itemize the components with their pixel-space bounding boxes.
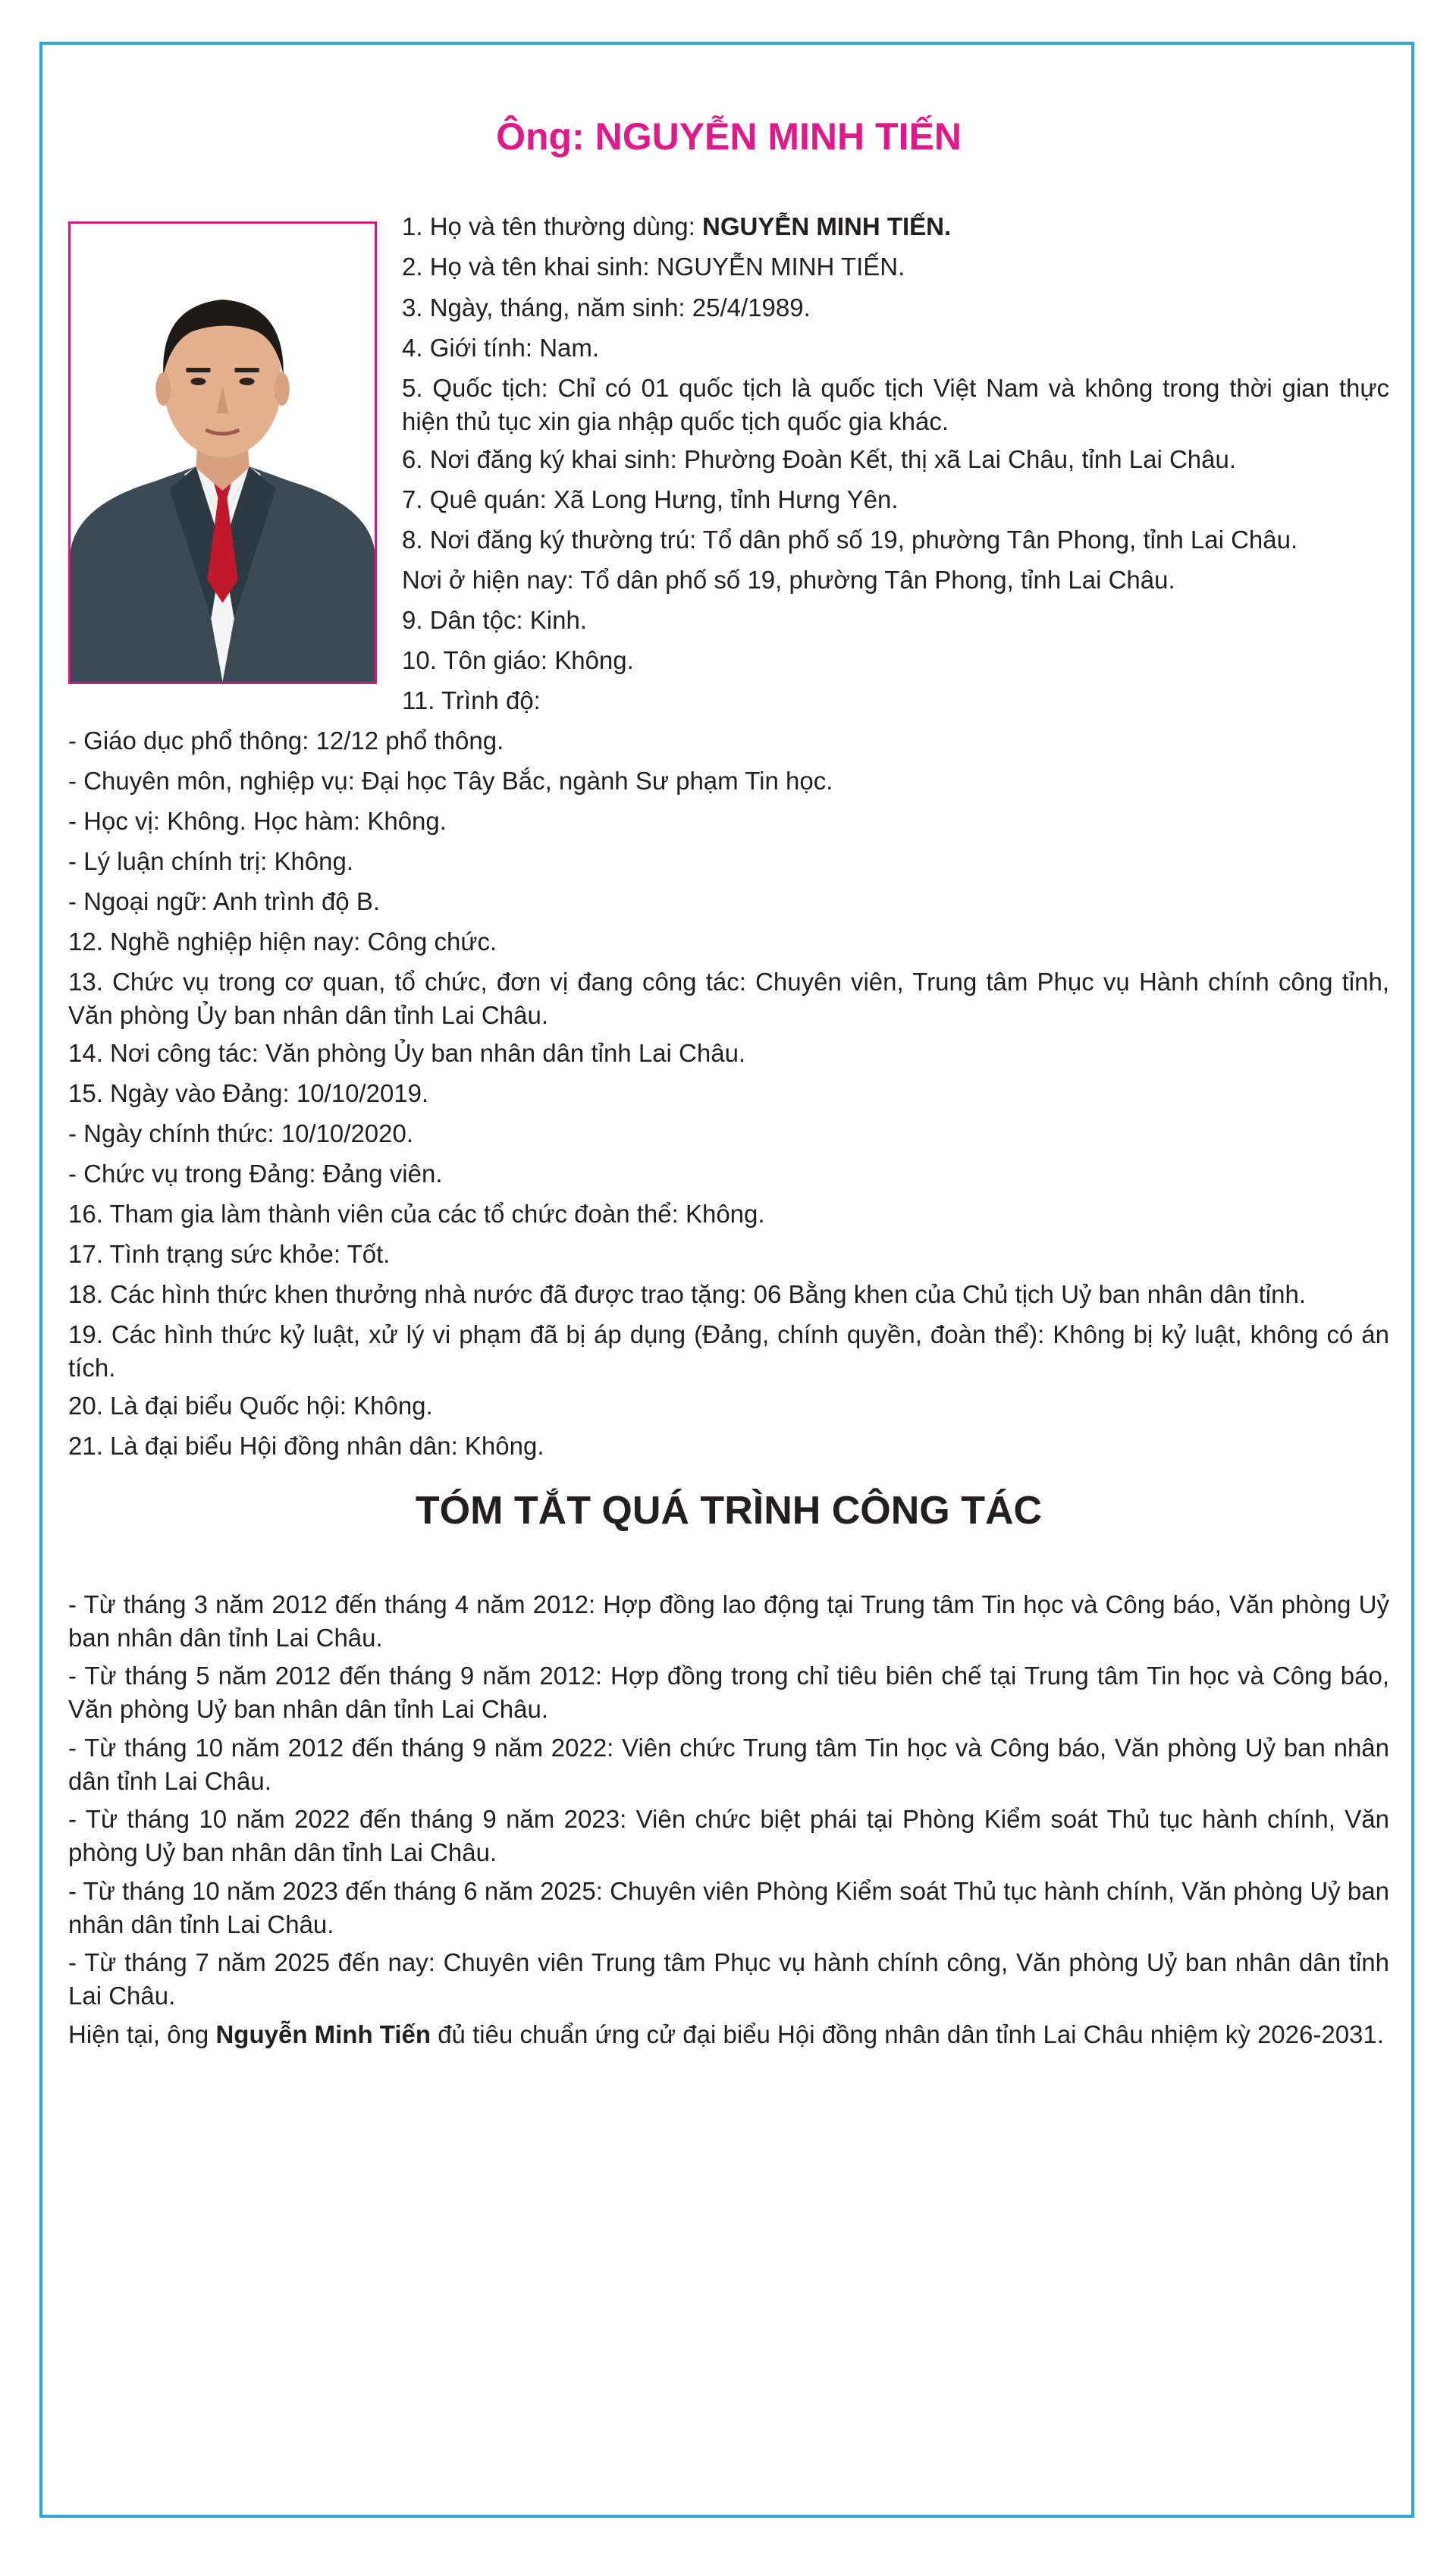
work-history-item: - Từ tháng 5 năm 2012 đến tháng 9 năm 2012: Hợp đồng trong chỉ tiêu biên chế tại Trung tâm Tin học và Công báo, Văn phòng Uỷ ban nhân dân tỉnh Lai Châu. [68, 1662, 1389, 1723]
profile-line-12: 12. Nghề nghiệp hiện nay: Công chức. [68, 927, 497, 956]
profile-line-15: 15. Ngày vào Đảng: 10/10/2019. [68, 1079, 429, 1107]
profile-line-11a: - Giáo dục phổ thông: 12/12 phổ thông. [68, 727, 504, 755]
work-history-item: - Từ tháng 10 năm 2023 đến tháng 6 năm 2025: Chuyên viên Phòng Kiểm soát Thủ tục hành chính, Văn phòng Uỷ ban nhân dân tỉnh Lai Châu. [68, 1877, 1389, 1938]
profile-line-18: 18. Các hình thức khen thưởng nhà nước đã được trao tặng: 06 Bằng khen của Chủ tịch Uỷ ban nhân dân tỉnh. [68, 1280, 1306, 1308]
profile-line-8: 8. Nơi đăng ký thường trú: Tổ dân phố số 19, phường Tân Phong, tỉnh Lai Châu. [402, 526, 1298, 554]
profile-line-20: 20. Là đại biểu Quốc hội: Không. [68, 1392, 433, 1420]
work-history-item: - Từ tháng 7 năm 2025 đến nay: Chuyên viên Trung tâm Phục vụ hành chính công, Văn phòng Uỷ ban nhân dân tỉnh Lai Châu. [68, 1948, 1389, 2010]
profile-line-5: 5. Quốc tịch: Chỉ có 01 quốc tịch là quốc tịch Việt Nam và không trong thời gian thực hiện thủ tục xin gia nhập quốc tịch quốc gia khác. [402, 374, 1389, 435]
profile-line-11e: - Ngoại ngữ: Anh trình độ B. [68, 887, 381, 915]
page-title: Ông: NGUYỄN MINH TIẾN [496, 115, 962, 158]
profile-line-14: 14. Nơi công tác: Văn phòng Ủy ban nhân dân tỉnh Lai Châu. [68, 1039, 746, 1067]
profile-line-1 [402, 210, 951, 243]
profile-line-7: 7. Quê quán: Xã Long Hưng, tỉnh Hưng Yên. [402, 485, 899, 513]
profile-line-19: 19. Các hình thức kỷ luật, xử lý vi phạm đã bị áp dụng (Đảng, chính quyền, đoàn thể): Không bị kỷ luật, không có án tích. [68, 1320, 1389, 1382]
profile-line-21: 21. Là đại biểu Hội đồng nhân dân: Không. [68, 1432, 544, 1460]
profile-line-10: 10. Tôn giáo: Không. [402, 646, 634, 674]
profile-line-11c: - Học vị: Không. Học hàm: Không. [68, 807, 447, 835]
profile-line-4: 4. Giới tính: Nam. [402, 334, 600, 362]
work-history-item: - Từ tháng 10 năm 2022 đến tháng 9 năm 2023: Viên chức biệt phái tại Phòng Kiểm soát Thủ tục hành chính, Văn phòng Uỷ ban nhân dân tỉnh Lai Châu. [68, 1805, 1389, 1866]
work-history-item: - Từ tháng 3 năm 2012 đến tháng 4 năm 2012: Hợp đồng lao động tại Trung tâm Tin học và Công báo, Văn phòng Uỷ ban nhân dân tỉnh Lai Châu. [68, 1590, 1389, 1652]
profile-line-17: 17. Tình trạng sức khỏe: Tốt. [68, 1240, 391, 1268]
profile-line-6: 6. Nơi đăng ký khai sinh: Phường Đoàn Kết, thị xã Lai Châu, tỉnh Lai Châu. [402, 445, 1237, 473]
work-history-item: - Từ tháng 10 năm 2012 đến tháng 9 năm 2022: Viên chức Trung tâm Tin học và Công báo, Văn phòng Uỷ ban nhân dân tỉnh Lai Châu. [68, 1734, 1389, 1795]
line-1-value: NGUYỄN MINH TIẾN. [701, 212, 952, 240]
profile-line-11: 11. Trình độ: [402, 686, 541, 714]
profile-line-16: 16. Tham gia làm thành viên của các tổ chức đoàn thể: Không. [68, 1200, 765, 1228]
profile-line-8b: Nơi ở hiện nay: Tổ dân phố số 19, phường Tân Phong, tỉnh Lai Châu. [402, 566, 1175, 594]
line-1-label: 1. Họ và tên thường dùng: [402, 212, 702, 240]
profile-line-15b: - Chức vụ trong Đảng: Đảng viên. [68, 1160, 443, 1188]
section-title: TÓM TẮT QUÁ TRÌNH CÔNG TÁC [415, 1489, 1043, 1533]
conclusion-name: Nguyễn Minh Tiến [215, 2020, 431, 2048]
profile-line-11d: - Lý luận chính trị: Không. [68, 847, 354, 875]
profile-line-15a: - Ngày chính thức: 10/10/2020. [68, 1119, 414, 1147]
profile-line-9: 9. Dân tộc: Kinh. [402, 606, 587, 634]
profile-line-13: 13. Chức vụ trong cơ quan, tổ chức, đơn vị đang công tác: Chuyên viên, Trung tâm Phục vụ Hành chính công tỉnh, Văn phòng Ủy ban nhân dân tỉnh Lai Châu. [68, 968, 1389, 1029]
conclusion-prefix: Hiện tại, ông [68, 2020, 216, 2048]
conclusion [68, 2018, 1389, 2051]
profile-line-3: 3. Ngày, tháng, năm sinh: 25/4/1989. [402, 293, 811, 322]
conclusion-suffix: đủ tiêu chuẩn ứng cử đại biểu Hội đồng nhân dân tỉnh Lai Châu nhiệm kỳ 2026-2031. [431, 2020, 1384, 2048]
profile-line-2: 2. Họ và tên khai sinh: NGUYỄN MINH TIẾN. [402, 253, 905, 281]
portrait-image [71, 224, 375, 682]
profile-line-11b: - Chuyên môn, nghiệp vụ: Đại học Tây Bắc, ngành Sư phạm Tin học. [68, 767, 833, 795]
portrait-photo [68, 221, 377, 684]
